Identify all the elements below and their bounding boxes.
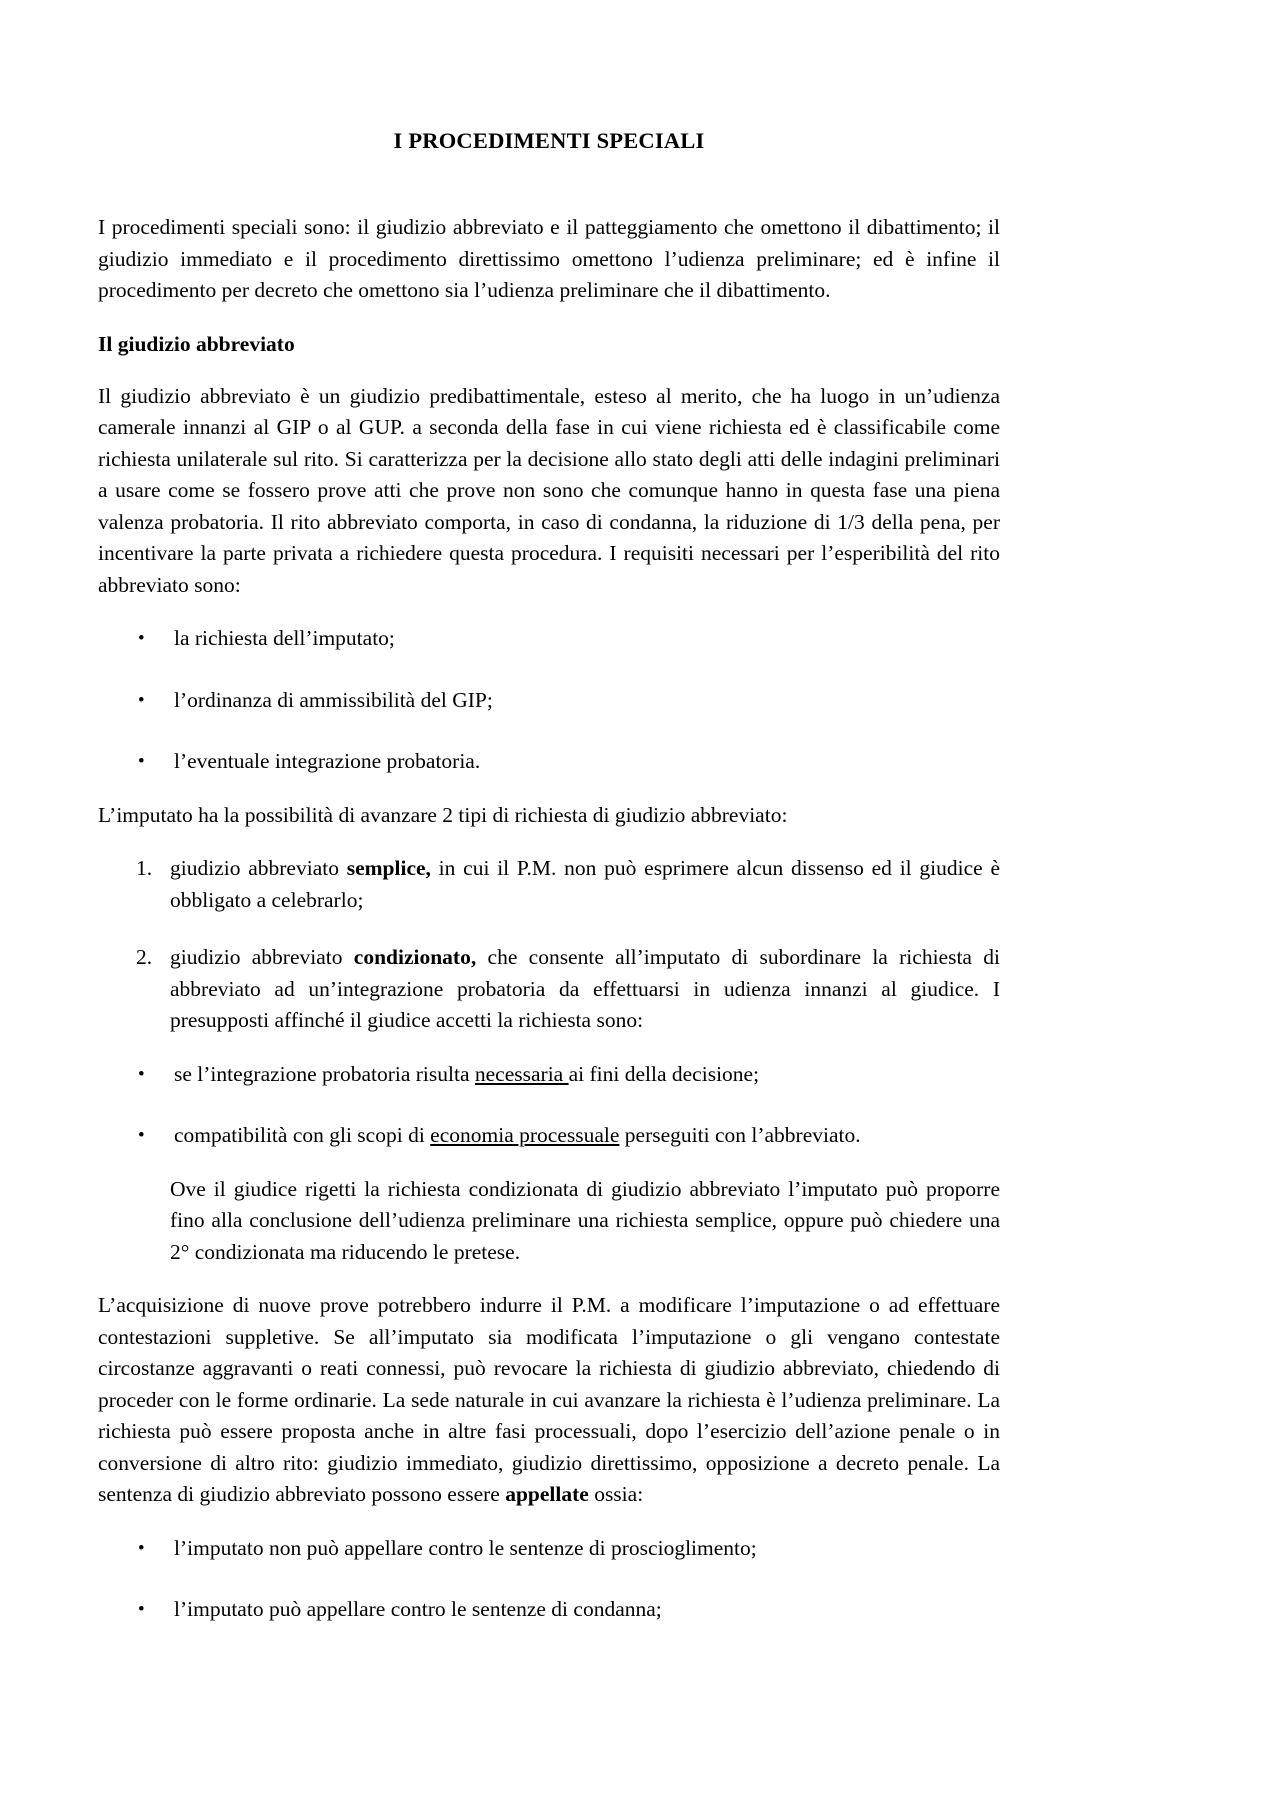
paragraph-tipi-richiesta: L’imputato ha la possibilità di avanzare 2 tipi di richiesta di giudizio abbreviato: [98, 802, 788, 827]
list-item-label: l’imputato non può appellare contro le sentenze di proscioglimento; [174, 1535, 757, 1560]
spacer [98, 1511, 1000, 1533]
list-item-text-before: giudizio abbreviato [170, 856, 347, 880]
bullet-icon: • [138, 1599, 145, 1620]
spacer [98, 154, 1000, 212]
paragraph-text-after: ossia: [588, 1482, 644, 1506]
list-item [98, 1533, 1000, 1565]
list-item-bold-keyword: condizionato, [353, 945, 477, 969]
list-item [98, 623, 1000, 655]
list-item [98, 1120, 1000, 1152]
list-item-label: l’imputato può appellare contro le sentenze di condanna; [174, 1597, 662, 1621]
numbered-list [98, 853, 1000, 1037]
intro-paragraph: I procedimenti speciali sono: il giudizio abbreviato e il patteggiamento che omettono il dibattimento; il giudizio immediato e il procedimento direttissimo omettono l’udienza preliminare; ed è infine il procedimento per decreto che omettono sia l’udienza preliminare che il dibattimento. [98, 215, 1000, 302]
list-item-text-before: compatibilità con gli scopi di [174, 1123, 431, 1147]
list-item-label: l’ordinanza di ammissibilità del GIP; [174, 687, 493, 712]
requirements-list [98, 623, 1000, 778]
list-number: 2. [136, 945, 153, 969]
list-item [98, 853, 1000, 916]
spacer [98, 307, 1000, 329]
bullet-icon: • [138, 1125, 145, 1146]
list-item-text-after: in cui il P.M. non può esprimere alcun dissenso ed il giudice è obbligato a celebrarlo; [170, 856, 1000, 912]
list-item [98, 746, 1000, 778]
bullet-icon: • [138, 1063, 145, 1085]
list-item-text-after: perseguiti con l’abbreviato. [619, 1123, 861, 1147]
list-item-underlined-phrase: economia processuale [430, 1123, 620, 1147]
spacer [98, 1268, 1000, 1290]
list-item-text-before: giudizio abbreviato [170, 945, 354, 969]
section-heading-giudizio-abbreviato: Il giudizio abbreviato [98, 331, 295, 356]
list-item [98, 1059, 1000, 1091]
page-content [98, 0, 1000, 1626]
paragraph-acquisizione-prove [98, 1290, 1000, 1511]
list-item [98, 942, 1000, 1037]
bullet-icon: • [138, 689, 145, 711]
spacer [98, 831, 1000, 853]
list-item-text-before: se l’integrazione probatoria risulta [174, 1061, 475, 1086]
bullet-icon: • [138, 751, 145, 772]
spacer [98, 601, 1000, 623]
paragraph-bold-keyword: appellate [505, 1482, 589, 1506]
paragraph-text-before: L’acquisizione di nuove prove potrebbero indurre il P.M. a modificare l’imputazione o ad effettuare contestazioni suppletive. Se all’imputato sia modificata l’imputazione o gli vengano contestate circostanze aggravanti o reati connessi, può revocare la richiesta di giudizio abbreviato, chiedendo di proceder con le forme ordinarie. La sede naturale in cui avanzare la richiesta è l’udienza preliminare. La richiesta può essere proposta anche in altre fasi processuali, dopo l’esercizio dell’azione penale o in conversione di altro rito: giudizio immediato, giudizio direttissimo, opposizione a decreto penale. La sentenza di giudizio abbreviato possono essere [98, 1293, 1000, 1506]
page-title: I PROCEDIMENTI SPECIALI [393, 128, 705, 153]
spacer [98, 1037, 1000, 1059]
list-item-label: la richiesta dell’imputato; [174, 626, 395, 650]
bullet-icon: • [138, 1537, 145, 1559]
list-item-text-after: che consente all’imputato di subordinare la richiesta di abbreviato ad un’integrazione probatoria da effettuarsi in udienza innanzi al giudice. I presupposti affinché il giudice accetti la richiesta sono: [170, 945, 1000, 1032]
spacer [98, 778, 1000, 800]
list-item [98, 685, 1000, 717]
indented-paragraph-rigetto: Ove il giudice rigetti la richiesta condizionata di giudizio abbreviato l’imputato può proporre fino alla conclusione dell’udienza preliminare una richiesta semplice, oppure può chiedere una 2° condizionata ma riducendo le pretese. [170, 1176, 1000, 1264]
list-number: 1. [136, 856, 153, 880]
list-item-text-after: ai fini della decisione; [568, 1061, 760, 1086]
list-item-bold-keyword: semplice, [346, 856, 431, 880]
list-item-label: l’eventuale integrazione probatoria. [174, 749, 481, 773]
paragraph-giudizio-abbreviato: Il giudizio abbreviato è un giudizio predibattimentale, esteso al merito, che ha luogo in un’udienza camerale innanzi al GIP o al GUP. a seconda della fase in cui viene richiesta ed è classificabile come richiesta unilaterale sul rito. Si caratterizza per la decisione allo stato degli atti delle indagini preliminari a usare come se fossero prove atti che prove non sono che comunque hanno in questa fase una piena valenza probatoria. Il rito abbreviato comporta, in caso di condanna, la riduzione di 1/3 della pena, per incentivare la parte privata a richiedere questa procedura. I requisiti necessari per l’esperibilità del rito abbreviato sono: [98, 383, 1000, 597]
appeal-list [98, 1533, 1000, 1626]
bullet-icon: • [138, 628, 145, 649]
list-item-underlined-phrase: necessaria [474, 1061, 569, 1086]
list-item [98, 1594, 1000, 1626]
spacer [98, 359, 1000, 381]
spacer [98, 1152, 1000, 1174]
conditions-list [98, 1059, 1000, 1152]
